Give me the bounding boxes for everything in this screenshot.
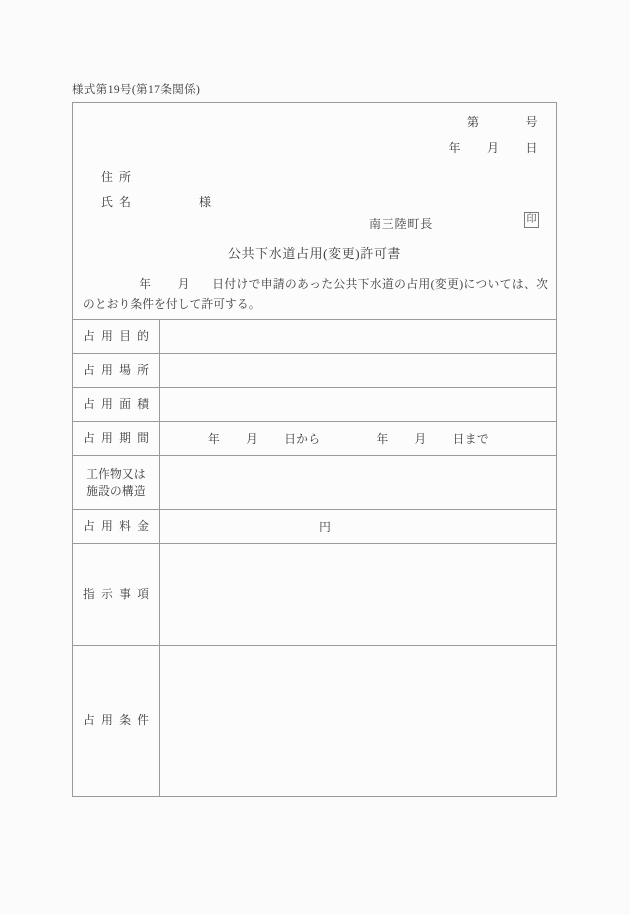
- row-value-area[interactable]: [160, 388, 557, 422]
- row-label-fee: [73, 510, 160, 544]
- row-label-structure: [73, 456, 160, 510]
- period-day-to: 日まで: [452, 432, 489, 446]
- row-label-structure-line2: 施設の構造: [86, 484, 146, 498]
- table-row-area: [73, 388, 556, 422]
- table-row-structure: [73, 456, 556, 510]
- document-number-prefix: 第: [466, 115, 480, 129]
- body-date-month: 月: [177, 278, 190, 291]
- period-month-to: 月: [414, 432, 427, 446]
- table-row-purpose: [73, 320, 556, 354]
- seal-stamp-icon: 印: [524, 212, 539, 228]
- document-header-block: [73, 103, 556, 319]
- document-body-paragraph: [83, 275, 548, 315]
- row-label-location: [73, 354, 160, 388]
- document-date-month: 月: [486, 141, 500, 155]
- row-label-period: [73, 422, 160, 456]
- row-label-instructions: [73, 544, 160, 646]
- table-row-fee: [73, 510, 556, 544]
- row-value-purpose[interactable]: [160, 320, 557, 354]
- row-value-conditions[interactable]: [160, 646, 557, 796]
- document-number-suffix: 号: [525, 115, 538, 129]
- row-value-location[interactable]: [160, 354, 557, 388]
- form-number-caption: 様式第19号(第17条関係): [72, 84, 201, 96]
- table-row-instructions: [73, 544, 556, 646]
- permit-details-table: [73, 319, 556, 796]
- addressee-honorific: 様: [199, 195, 212, 209]
- period-day-from: 日から: [284, 432, 321, 446]
- row-label-period-text: 占用期間: [83, 432, 149, 445]
- period-month-from: 月: [246, 432, 259, 446]
- addressee-name-row: [101, 190, 212, 215]
- issuer-name: 南三陸町長: [369, 217, 434, 231]
- period-year-from: 年: [208, 432, 221, 446]
- period-field-group: [170, 433, 489, 446]
- row-label-conditions-text: 占用条件: [83, 714, 149, 728]
- row-value-period[interactable]: [160, 422, 557, 456]
- row-value-instructions[interactable]: [160, 544, 557, 646]
- row-label-structure-line1: 工作物又は: [86, 467, 146, 481]
- row-label-purpose: [73, 320, 160, 354]
- row-value-structure[interactable]: [160, 456, 557, 510]
- table-row-location: [73, 354, 556, 388]
- row-label-area: [73, 388, 160, 422]
- row-label-area-text: 占用面積: [83, 398, 149, 411]
- row-label-fee-text: 占用料金: [83, 520, 149, 533]
- document-date-day: 日: [525, 141, 538, 155]
- row-label-location-text: 占用場所: [83, 364, 149, 377]
- document-date-year: 年: [448, 141, 461, 155]
- addressee-address-row: [101, 165, 212, 190]
- row-label-conditions: [73, 646, 160, 796]
- body-date-year: 年: [139, 278, 152, 291]
- addressee-block: [101, 165, 212, 215]
- document-date-line: [448, 139, 538, 156]
- body-paragraph-text: 日付けで申請のあった公共下水道の占用(変更)については、次のとおり条件を付して許可する。: [83, 278, 548, 311]
- table-row-conditions: [73, 646, 556, 796]
- document-title: 公共下水道占用(変更)許可書: [227, 246, 402, 261]
- permit-document-box: [72, 102, 557, 797]
- table-row-period: [73, 422, 556, 456]
- row-label-purpose-text: 占用目的: [83, 330, 149, 343]
- row-label-instructions-text: 指示事項: [83, 588, 149, 601]
- addressee-address-label: 住所: [101, 170, 138, 184]
- addressee-name-label: 氏名: [101, 195, 138, 209]
- period-year-to: 年: [376, 432, 389, 446]
- row-value-fee[interactable]: [160, 510, 557, 544]
- fee-currency-unit: 円: [319, 520, 331, 534]
- document-number-line: [467, 113, 538, 130]
